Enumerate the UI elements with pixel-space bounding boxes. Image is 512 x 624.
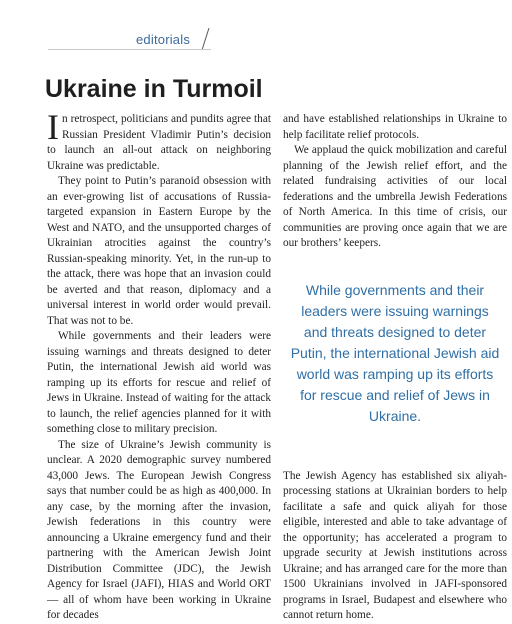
headline: Ukraine in Turmoil	[45, 75, 263, 103]
pull-quote: While governments and their leaders were issuing warnings and threats designed to deter Putin, the international Jewish aid world was ramping up its efforts for rescue and relief of Jews in Ukraine.	[290, 281, 500, 424]
section-label: editorials	[136, 32, 191, 47]
paragraph-5: and have established relationships in Ukraine to help facilitate relief protocols.	[283, 113, 507, 141]
right-column	[283, 112, 507, 624]
left-column	[47, 107, 271, 624]
paragraph-1	[47, 107, 271, 174]
paragraph-2: They point to Putin’s paranoid obsession with an ever-growing list of accusations of Russia-targeted expansion in Eastern Europe by the West and NATO, and the unsupported charges of Ukrainian atrocities against the country’s Russian-speaking minority. Yet, in the run-up to the attack, there was hope that an invasion could be averted and that reason, diplomacy and a universal interest in world order would prevail. That was not to be.	[47, 175, 271, 327]
paragraph-1-text: n retrospect, politicians and pundits agree that Russian President Vladimir Putin’s decision to launch an all-out attack on neighboring Ukraine was predictable.	[47, 113, 271, 172]
paragraph-6: We applaud the quick mobilization and careful planning of the Jewish relief effort, and the related fundraising activities of our local federations and the umbrella Jewish Federations of North America. In this time of crisis, our communities are proving once again that we are our brothers’ keepers.	[283, 144, 507, 249]
drop-cap: I	[47, 107, 59, 147]
section-rule	[48, 49, 211, 50]
paragraph-3: While governments and their leaders were issuing warnings and threats designed to deter Putin, the international Jewish aid world was ramping up its efforts for rescue and relief of Jews in Ukraine. Instead of waiting for the attack to launch, the relief agencies planned for it with something close to military precision.	[47, 330, 271, 435]
paragraph-4: The size of Ukraine’s Jewish community is unclear. A 2020 demographic survey numbered 43,000 Jews. The European Jewish Congress says that number could be as high as 400,000. In any case, by the morning after the invasion, Jewish federations in this country were announcing a Ukraine emergency fund and their partnering with the American Jewish Joint Distribution Committee (JDC), the Jewish Agency for Israel (JAFI), HIAS and World ORT — all of whom have been working in Ukraine for decades	[47, 438, 271, 621]
section-header	[40, 28, 260, 52]
spacer	[283, 427, 507, 469]
paragraph-7: The Jewish Agency has established six aliyah-processing stations at Ukrainian borders to help facilitate a safe and quick aliyah for those eligible, interested and able to take advantage of the opportunity; has accelerated a program to upgrade security at Jewish institutions across Ukraine; and has arranged care for the more than 1500 Ukrainians involved in JAFI-sponsored programs in Israel, Budapest and elsewhere who cannot return home.	[283, 469, 507, 621]
